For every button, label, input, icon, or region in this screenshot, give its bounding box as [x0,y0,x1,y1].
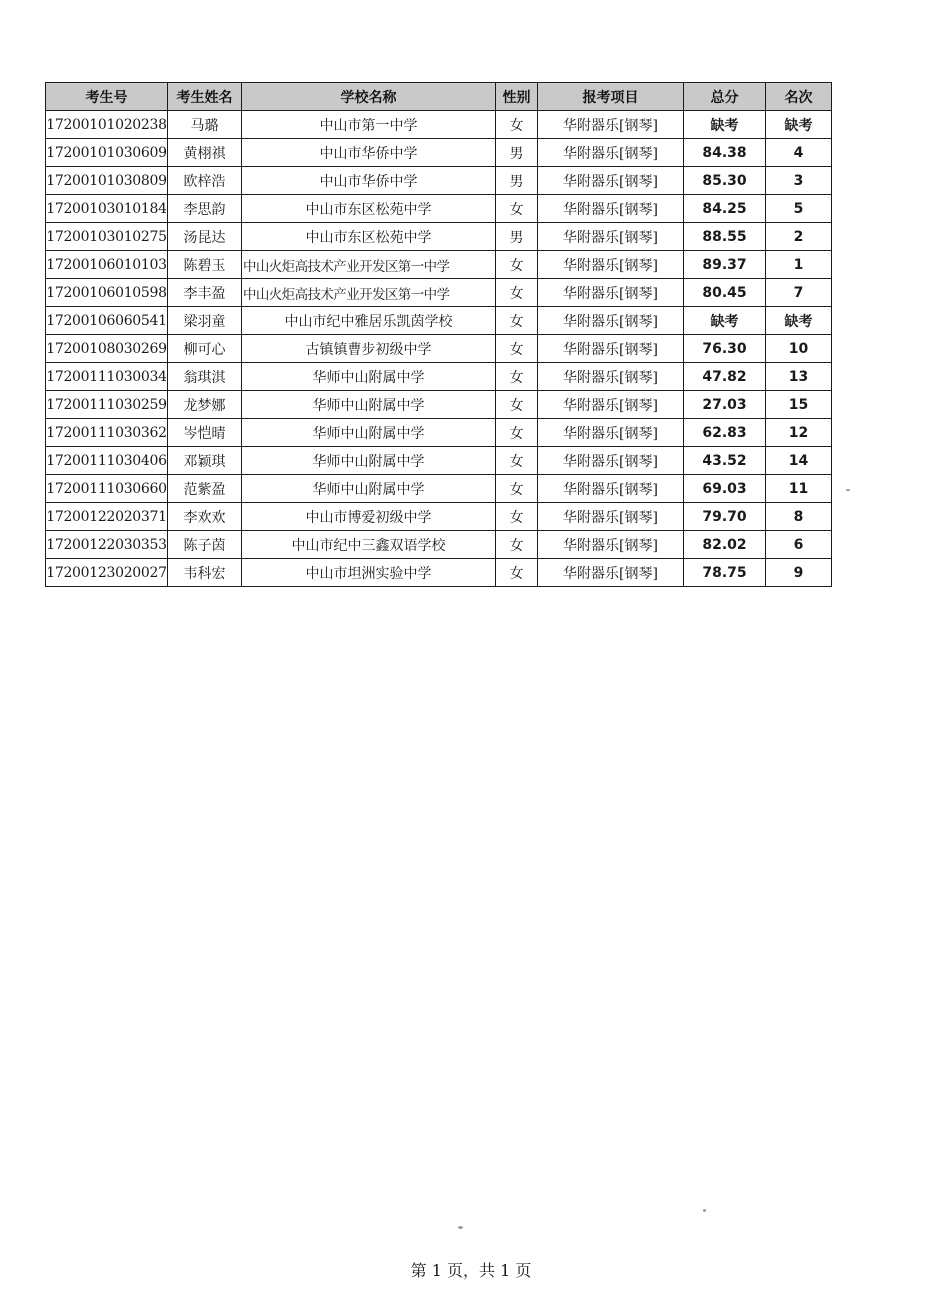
cell-name: 欧梓浩 [168,167,242,195]
cell-name: 黄栩祺 [168,139,242,167]
cell-gender: 女 [496,363,538,391]
table-row [46,391,832,419]
cell-project: 华附器乐[钢琴] [538,223,684,251]
table-row [46,111,832,139]
cell-total: 76.30 [684,335,766,363]
cell-gender: 女 [496,531,538,559]
cell-rank: 2 [766,223,832,251]
cell-id: 17200123020027 [46,559,168,587]
table-row [46,531,832,559]
cell-id: 17200101020238 [46,111,168,139]
cell-gender: 女 [496,559,538,587]
cell-project: 华附器乐[钢琴] [538,139,684,167]
cell-id: 17200111030406 [46,447,168,475]
cell-project: 华附器乐[钢琴] [538,447,684,475]
cell-school: 华师中山附属中学 [242,363,496,391]
cell-gender: 女 [496,195,538,223]
header-rank: 名次 [766,83,832,111]
cell-gender: 女 [496,447,538,475]
cell-id: 17200122030353 [46,531,168,559]
table-row [46,475,832,503]
cell-school: 中山市坦洲实验中学 [242,559,496,587]
score-sheet [45,82,831,587]
cell-project: 华附器乐[钢琴] [538,195,684,223]
table-row [46,559,832,587]
header-row [46,83,832,111]
cell-rank: 13 [766,363,832,391]
cell-gender: 男 [496,167,538,195]
cell-project: 华附器乐[钢琴] [538,559,684,587]
cell-name: 陈子茵 [168,531,242,559]
table-body [46,111,832,587]
cell-total: 85.30 [684,167,766,195]
cell-name: 邓颖琪 [168,447,242,475]
cell-rank: 3 [766,167,832,195]
cell-id: 17200106010103 [46,251,168,279]
table-row [46,167,832,195]
cell-total: 88.55 [684,223,766,251]
cell-rank: 1 [766,251,832,279]
cell-total: 缺考 [684,111,766,139]
cell-name: 龙梦娜 [168,391,242,419]
cell-id: 17200106010598 [46,279,168,307]
header-name: 考生姓名 [168,83,242,111]
cell-total: 69.03 [684,475,766,503]
cell-gender: 女 [496,391,538,419]
cell-id: 17200111030034 [46,363,168,391]
header-project: 报考项目 [538,83,684,111]
cell-total: 84.38 [684,139,766,167]
cell-school: 华师中山附属中学 [242,447,496,475]
cell-id: 17200108030269 [46,335,168,363]
cell-school: 中山市华侨中学 [242,139,496,167]
cell-id: 17200101030809 [46,167,168,195]
cell-total: 79.70 [684,503,766,531]
cell-school: 中山市纪中三鑫双语学校 [242,531,496,559]
cell-school: 中山火炬高技术产业开发区第一中学 [242,279,496,307]
header-school: 学校名称 [242,83,496,111]
table-row [46,279,832,307]
scan-speck [846,489,850,491]
cell-id: 17200111030362 [46,419,168,447]
cell-total: 89.37 [684,251,766,279]
cell-project: 华附器乐[钢琴] [538,167,684,195]
cell-school: 华师中山附属中学 [242,419,496,447]
cell-name: 范紫盈 [168,475,242,503]
cell-name: 柳可心 [168,335,242,363]
cell-gender: 女 [496,111,538,139]
header-id: 考生号 [46,83,168,111]
cell-project: 华附器乐[钢琴] [538,531,684,559]
cell-total: 78.75 [684,559,766,587]
header-total: 总分 [684,83,766,111]
cell-total: 62.83 [684,419,766,447]
cell-total: 82.02 [684,531,766,559]
cell-name: 李欢欢 [168,503,242,531]
table-row [46,307,832,335]
cell-school: 中山市华侨中学 [242,167,496,195]
cell-rank: 7 [766,279,832,307]
cell-name: 韦科宏 [168,559,242,587]
cell-school: 中山市第一中学 [242,111,496,139]
cell-rank: 11 [766,475,832,503]
cell-rank: 缺考 [766,307,832,335]
cell-total: 43.52 [684,447,766,475]
cell-rank: 15 [766,391,832,419]
cell-rank: 14 [766,447,832,475]
cell-rank: 10 [766,335,832,363]
cell-project: 华附器乐[钢琴] [538,419,684,447]
cell-rank: 6 [766,531,832,559]
cell-school: 华师中山附属中学 [242,391,496,419]
cell-school: 中山市东区松苑中学 [242,223,496,251]
cell-school: 华师中山附属中学 [242,475,496,503]
cell-total: 84.25 [684,195,766,223]
cell-gender: 女 [496,335,538,363]
table-row [46,335,832,363]
cell-total: 缺考 [684,307,766,335]
cell-rank: 缺考 [766,111,832,139]
cell-gender: 女 [496,279,538,307]
cell-name: 岑恺晴 [168,419,242,447]
cell-gender: 女 [496,503,538,531]
cell-project: 华附器乐[钢琴] [538,307,684,335]
cell-total: 47.82 [684,363,766,391]
cell-school: 中山市东区松苑中学 [242,195,496,223]
table-row [46,223,832,251]
scan-speck [703,1209,706,1212]
cell-school: 中山火炬高技术产业开发区第一中学 [242,251,496,279]
cell-project: 华附器乐[钢琴] [538,391,684,419]
cell-gender: 男 [496,139,538,167]
cell-gender: 男 [496,223,538,251]
cell-rank: 9 [766,559,832,587]
cell-project: 华附器乐[钢琴] [538,363,684,391]
table-row [46,139,832,167]
cell-project: 华附器乐[钢琴] [538,475,684,503]
cell-project: 华附器乐[钢琴] [538,335,684,363]
scan-speck [458,1226,463,1229]
cell-name: 梁羽童 [168,307,242,335]
cell-gender: 女 [496,475,538,503]
cell-id: 17200103010275 [46,223,168,251]
cell-id: 17200111030259 [46,391,168,419]
header-gender: 性别 [496,83,538,111]
cell-rank: 12 [766,419,832,447]
cell-gender: 女 [496,419,538,447]
cell-school: 中山市博爱初级中学 [242,503,496,531]
cell-name: 汤昆达 [168,223,242,251]
cell-gender: 女 [496,307,538,335]
cell-name: 李思韵 [168,195,242,223]
table-row [46,419,832,447]
cell-project: 华附器乐[钢琴] [538,279,684,307]
cell-school: 古镇镇曹步初级中学 [242,335,496,363]
table-row [46,363,832,391]
cell-gender: 女 [496,251,538,279]
cell-school: 中山市纪中雅居乐凯茵学校 [242,307,496,335]
page-footer: 第 1 页，共 1 页 [410,1261,532,1280]
cell-project: 华附器乐[钢琴] [538,111,684,139]
table-row [46,251,832,279]
cell-id: 17200103010184 [46,195,168,223]
cell-id: 17200101030609 [46,139,168,167]
cell-project: 华附器乐[钢琴] [538,503,684,531]
cell-name: 马璐 [168,111,242,139]
cell-name: 翁琪淇 [168,363,242,391]
table-row [46,195,832,223]
cell-total: 80.45 [684,279,766,307]
cell-id: 17200122020371 [46,503,168,531]
cell-id: 17200111030660 [46,475,168,503]
cell-rank: 4 [766,139,832,167]
cell-total: 27.03 [684,391,766,419]
cell-id: 17200106060541 [46,307,168,335]
cell-project: 华附器乐[钢琴] [538,251,684,279]
table-row [46,503,832,531]
cell-rank: 5 [766,195,832,223]
cell-name: 陈碧玉 [168,251,242,279]
score-table [45,82,832,587]
cell-rank: 8 [766,503,832,531]
cell-name: 李丰盈 [168,279,242,307]
table-row [46,447,832,475]
